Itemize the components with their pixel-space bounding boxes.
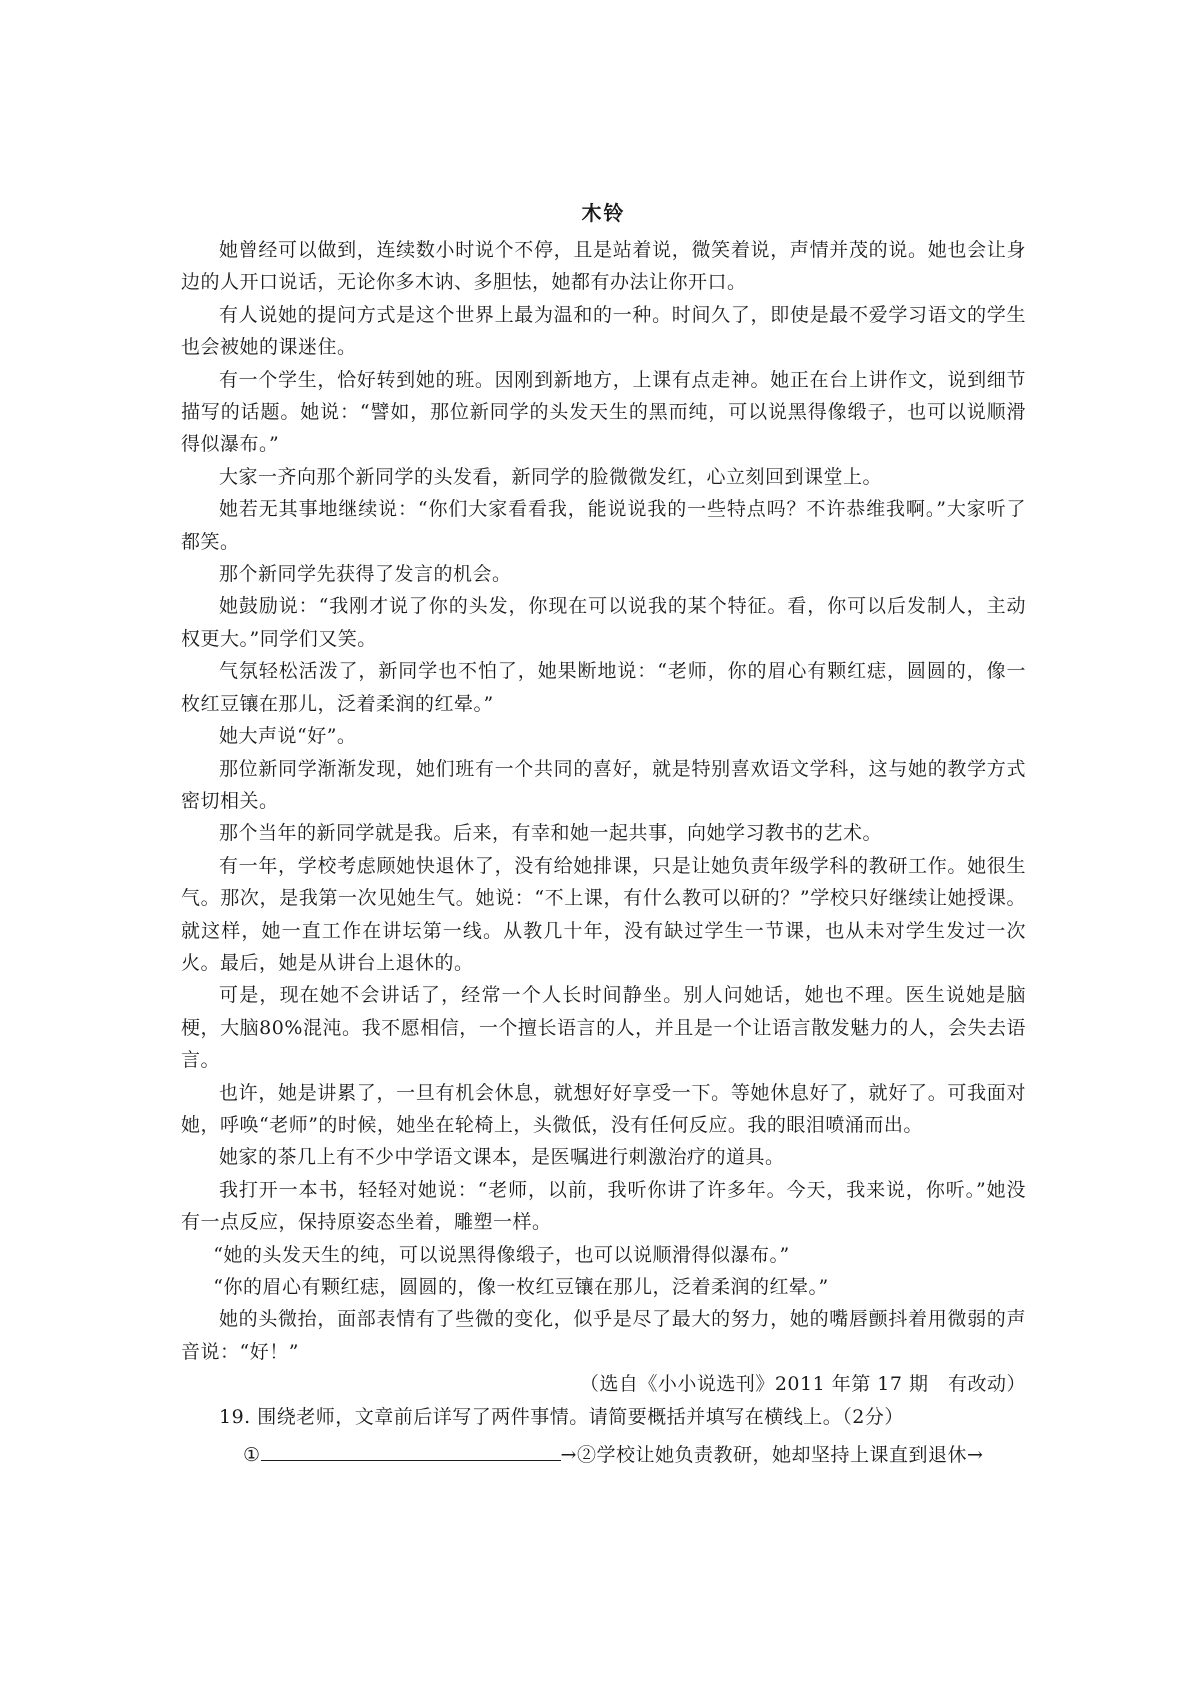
paragraph: 那位新同学渐渐发现，她们班有一个共同的喜好，就是特别喜欢语文学科，这与她的教学方式密切相关。	[181, 757, 1026, 812]
quote-paragraph: “你的眉心有颗红痣，圆圆的，像一枚红豆镶在那儿，泛着柔润的红晕。”	[213, 1276, 829, 1298]
question-19: 19. 围绕老师，文章前后详写了两件事情。请简要概括并填写在横线上。（2分）	[219, 1405, 904, 1428]
paragraph: 她家的茶几上有不少中学语文课本，是医嘱进行刺激治疗的道具。	[219, 1146, 785, 1169]
paragraph: 有一年，学校考虑顾她快退休了，没有给她排课，只是让她负责年级学科的教研工作。她很生气。那次，是我第一次见她生气。她说：“不上课，有什么教可以研的？”学校只好继续让她授课。就这样，她一直工作在讲坛第一线。从教几十年，没有缺过学生一节课，也从未对学生发过一次火。最后，她是从讲台上退休的。	[181, 854, 1026, 974]
paragraph: 可是，现在她不会讲话了，经常一个人长时间静坐。别人问她话，她也不理。医生说她是脑梗，大脑80%混沌。我不愿相信，一个擅长语言的人，并且是一个让语言散发魅力的人，会失去语言。	[181, 984, 1026, 1072]
paragraph: 那个当年的新同学就是我。后来，有幸和她一起共事，向她学习教书的艺术。	[219, 822, 883, 845]
source-citation: （选自《小小说选刊》2011 年第 17 期 有改动）	[579, 1373, 1026, 1396]
answer-line	[181, 1437, 1026, 1473]
answer-item-2: ②学校让她负责教研，她却坚持上课直到退休→	[576, 1444, 984, 1467]
paragraph: 有一个学生，恰好转到她的班。因刚到新地方，上课有点走神。她正在台上讲作文，说到细节描写的话题。她说：“譬如，那位新同学的头发天生的黑而纯，可以说黑得像缎子，也可以说顺滑得似瀑布。”	[181, 368, 1026, 456]
paragraph: 气氛轻松活泼了，新同学也不怕了，她果断地说：“老师，你的眉心有颗红痣，圆圆的，像一枚红豆镶在那儿，泛着柔润的红晕。”	[181, 660, 1026, 715]
paragraph: 她鼓励说：“我刚才说了你的头发，你现在可以说我的某个特征。看，你可以后发制人，主动权更大。”同学们又笑。	[181, 595, 1026, 650]
paragraph: 大家一齐向那个新同学的头发看，新同学的脸微微发红，心立刻回到课堂上。	[219, 465, 883, 488]
article-title: 木铃	[581, 201, 626, 225]
document-page	[181, 196, 1026, 1473]
paragraph: 我打开一本书，轻轻对她说：“老师，以前，我听你讲了许多年。今天，我来说，你听。”她没有一点反应，保持原姿态坐着，雕塑一样。	[181, 1178, 1026, 1234]
paragraph: 她曾经可以做到，连续数小时说个不停，且是站着说，微笑着说，声情并茂的说。她也会让身边的人开口说话，无论你多木讷、多胆怯，她都有办法让你开口。	[181, 239, 1026, 294]
answer-number-1: ①	[243, 1444, 261, 1467]
closing-paragraph: 她的头微抬，面部表情有了些微的变化，似乎是尽了最大的努力，她的嘴唇颤抖着用微弱的声音说：“好！”	[181, 1308, 1026, 1363]
paragraph: 她大声说“好”。	[219, 725, 357, 748]
paragraph: 有人说她的提问方式是这个世界上最为温和的一种。时间久了，即使是最不爱学习语文的学生也会被她的课迷住。	[181, 303, 1026, 359]
paragraph: 她若无其事地继续说：“你们大家看看我，能说说我的一些特点吗？不许恭维我啊。”大家听了都笑。	[181, 498, 1026, 553]
quote-paragraph: “她的头发天生的纯，可以说黑得像缎子，也可以说顺滑得似瀑布。”	[213, 1243, 790, 1266]
answer-arrow: →	[560, 1444, 577, 1467]
answer-blank-1[interactable]	[261, 1438, 561, 1461]
paragraph: 也许，她是讲累了，一旦有机会休息，就想好好享受一下。等她休息好了，就好了。可我面对她，呼唤“老师”的时候，她坐在轮椅上，头微低，没有任何反应。我的眼泪喷涌而出。	[181, 1081, 1026, 1136]
paragraph: 那个新同学先获得了发言的机会。	[219, 563, 512, 586]
